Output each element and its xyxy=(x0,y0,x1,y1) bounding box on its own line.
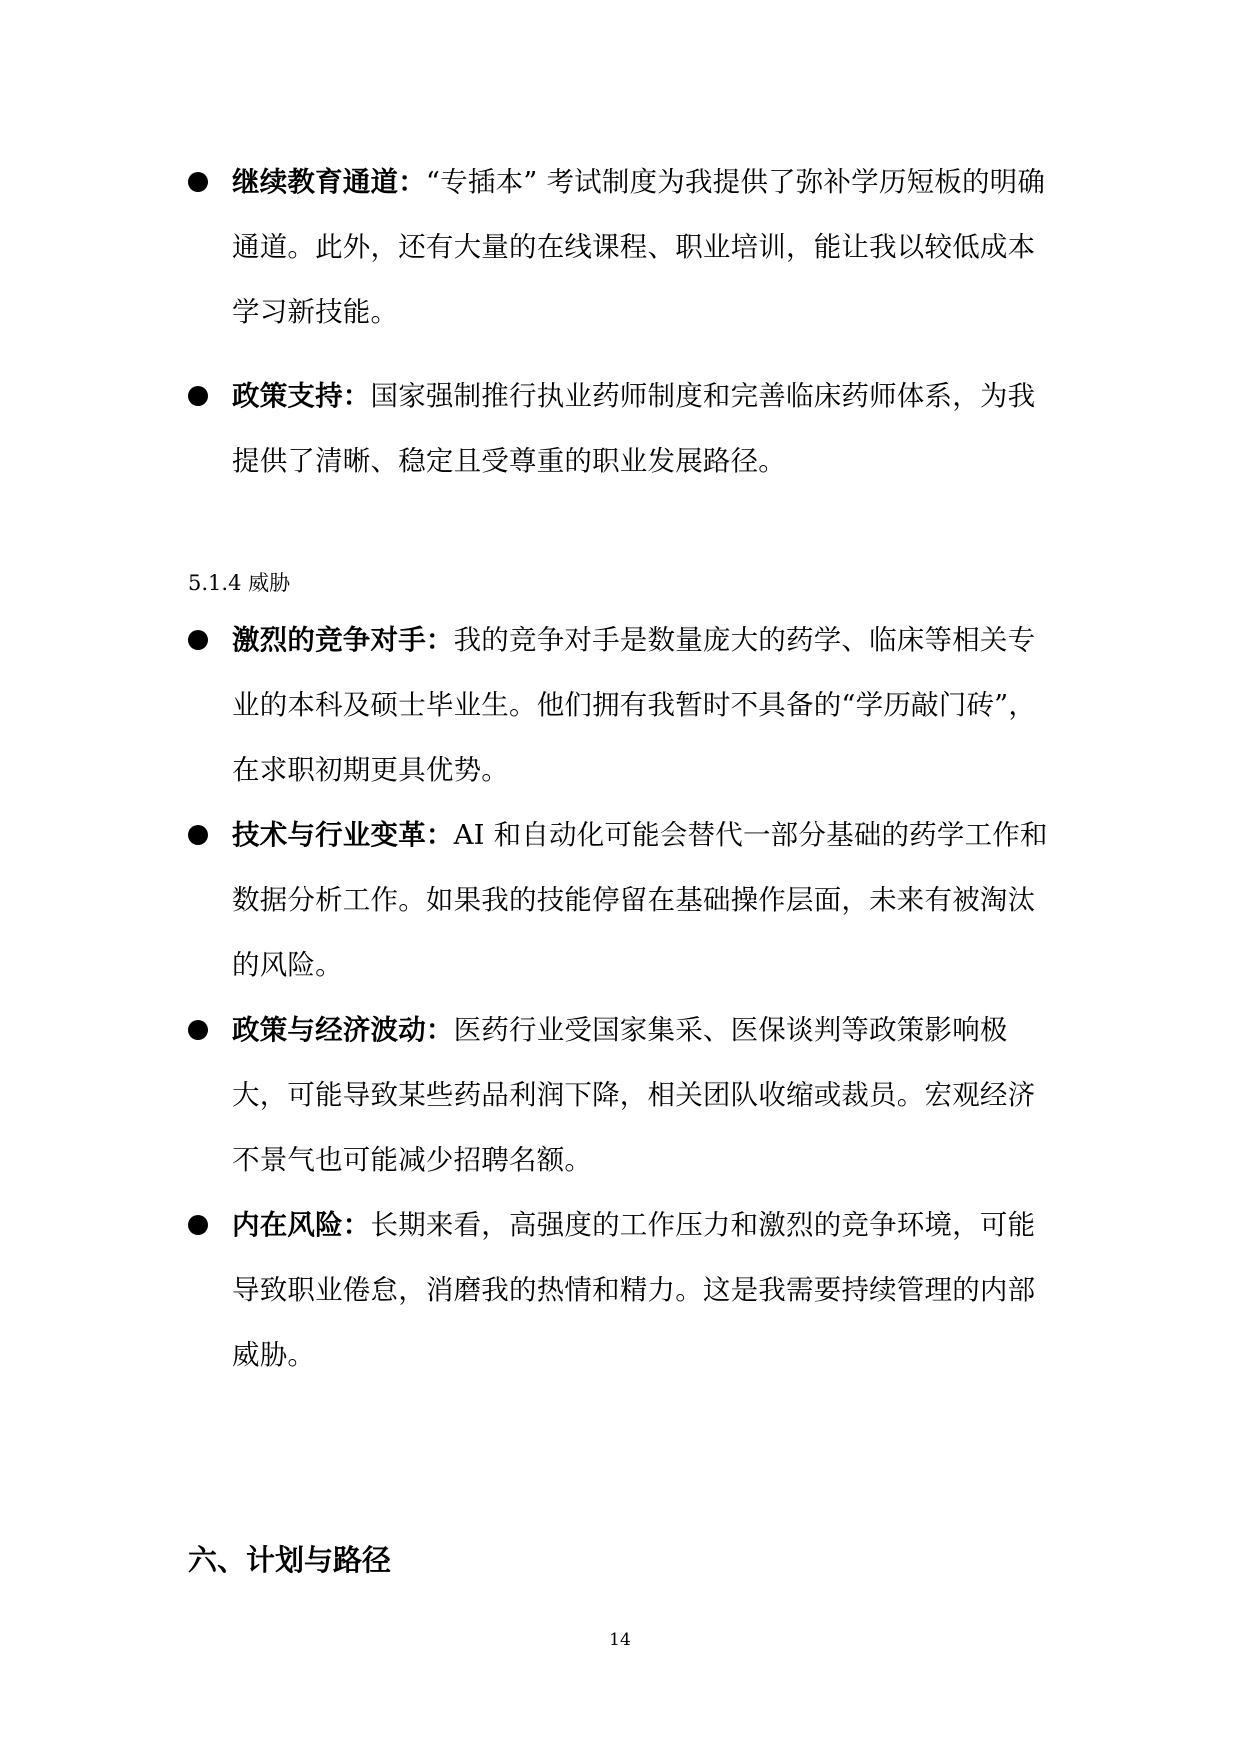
bullet-paragraph xyxy=(232,150,1060,345)
bullet-paragraph xyxy=(232,364,1060,494)
bullet-paragraph xyxy=(232,608,1060,803)
bullet-body: “专插本” 考试制度为我提供了弥补学历短板的明确通道。此外，还有大量的在线课程、职业培训，能让我以较低成本学习新技能。 xyxy=(232,166,1046,328)
bullet-title: 政策与经济波动： xyxy=(232,1014,454,1046)
bullet-dot-icon xyxy=(188,1020,208,1040)
bullet-paragraph xyxy=(232,803,1060,998)
bullet-body: 长期来看，高强度的工作压力和激烈的竞争环境，可能导致职业倦怠，消磨我的热情和精力。这是我需要持续管理的内部威胁。 xyxy=(232,1209,1036,1371)
bullet-body: 我的竞争对手是数量庞大的药学、临床等相关专业的本科及硕士毕业生。他们拥有我暂时不具备的“学历敲门砖”，在求职初期更具优势。 xyxy=(232,624,1037,786)
bullet-dot-icon xyxy=(188,630,208,650)
bullet-title: 激烈的竞争对手： xyxy=(232,624,454,656)
bullet-paragraph xyxy=(232,998,1060,1193)
bullet-title: 技术与行业变革： xyxy=(232,819,454,851)
bullet-dot-icon xyxy=(188,825,208,845)
bullet-body: AI 和自动化可能会替代一部分基础的药学工作和数据分析工作。如果我的技能停留在基础操作层面，未来有被淘汰的风险。 xyxy=(232,819,1048,981)
section-heading: 六、计划与路径 xyxy=(188,1543,392,1577)
bullet-body: 医药行业受国家集采、医保谈判等政策影响极大，可能导致某些药品利润下降，相关团队收缩或裁员。宏观经济不景气也可能减少招聘名额。 xyxy=(232,1014,1036,1176)
subheading-threats: 5.1.4 威胁 xyxy=(188,571,291,595)
page-number: 14 xyxy=(609,1630,631,1650)
bullet-title: 内在风险： xyxy=(232,1209,371,1241)
bullet-dot-icon xyxy=(188,172,208,192)
bullet-dot-icon xyxy=(188,386,208,406)
bullet-dot-icon xyxy=(188,1215,208,1235)
bullet-body: 国家强制推行执业药师制度和完善临床药师体系，为我提供了清晰、稳定且受尊重的职业发展路径。 xyxy=(232,380,1036,477)
bullet-title: 政策支持： xyxy=(232,380,371,412)
bullet-title: 继续教育通道： xyxy=(232,166,426,198)
bullet-paragraph xyxy=(232,1193,1060,1388)
